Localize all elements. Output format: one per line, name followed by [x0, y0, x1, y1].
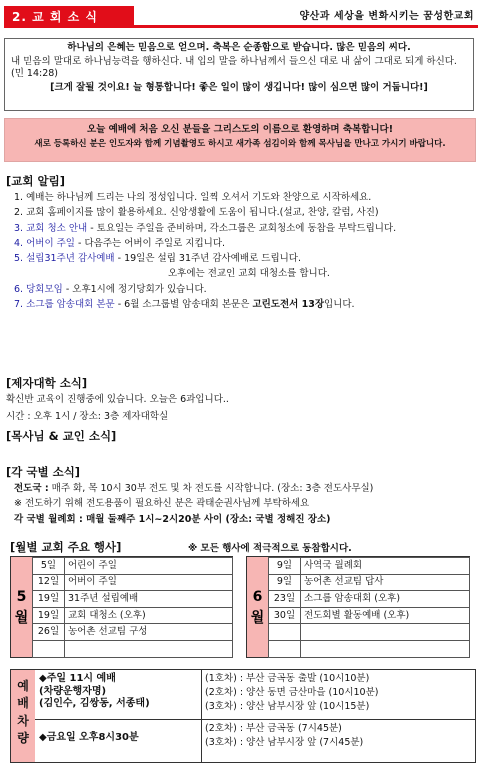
table-row — [33, 558, 233, 575]
notice-item — [6, 192, 476, 207]
table-row — [33, 574, 233, 591]
notice-heading: 5. 설립31주년 감사예배 — [14, 253, 115, 265]
event-day: 9일 — [269, 558, 301, 575]
notice-item — [6, 299, 476, 314]
table-row — [269, 574, 470, 591]
scripture-box — [4, 38, 474, 111]
notice-item-continued — [6, 268, 476, 283]
month-unit: 월 — [250, 610, 265, 626]
route-item: (3호차) : 양산 남부시장 앞 (10시15분) — [205, 701, 370, 712]
welcome-banner — [4, 118, 476, 162]
table-row — [269, 558, 470, 575]
column-divider — [201, 720, 202, 762]
event-day — [269, 624, 301, 641]
event-day: 30일 — [269, 607, 301, 624]
event-day: 19일 — [33, 591, 65, 608]
sunday-routes — [205, 673, 378, 715]
notice-heading: 4. 어버이 주일 — [14, 237, 75, 249]
notice-text: 입니다. — [324, 299, 355, 311]
church-slogan: 양산과 세상을 변화시키는 꿈성한교회 — [299, 11, 474, 22]
table-row — [269, 591, 470, 608]
table-row — [269, 607, 470, 624]
notice-highlight: 고린도전서 13장 — [252, 299, 325, 311]
transport-label-char: 배 — [17, 696, 29, 711]
section-header — [4, 6, 478, 28]
event-name: 농어촌 선교팀 답사 — [301, 574, 470, 591]
table-row — [33, 640, 233, 657]
event-name: 농어촌 선교팀 구성 — [65, 624, 233, 641]
notice-text: - 오후1시에 정기당회가 있습니다. — [62, 283, 207, 295]
table-row — [33, 607, 233, 624]
event-name: 사역국 월례회 — [301, 558, 470, 575]
event-day: 19일 — [33, 607, 65, 624]
route-item: (3호차) : 양산 남부시장 앞 (7시45분) — [205, 737, 364, 748]
event-name — [65, 640, 233, 657]
drivers-label: (차량운행자명) — [39, 685, 107, 697]
pastor-news-title: [목사님 & 교인 소식] — [6, 429, 117, 443]
notice-heading: 7. 소그룹 암송대회 본문 — [14, 299, 115, 311]
department-label: 전도국 : — [14, 483, 49, 494]
notice-text: - 토요일는 주일을 준비하며, 각소그룹은 교회청소에 동참을 부탁드립니다. — [87, 222, 397, 234]
table-row — [33, 624, 233, 641]
friday-routes — [205, 723, 363, 751]
transport-label-char: 예 — [17, 679, 29, 693]
header-rule — [134, 25, 478, 28]
worship-transport — [10, 669, 476, 763]
scripture-line-3: [크게 잘될 것이요! 늘 형통합니다! 좋은 일이 많이 생깁니다! 많이 심으면 많이 거둡니다!] — [50, 81, 428, 93]
column-divider — [201, 670, 202, 719]
drivers-names: (김인수, 김쌍동, 서종태) — [39, 698, 150, 709]
transport-label-char: 차 — [17, 713, 29, 728]
scripture-line-1: 하나님의 은혜는 믿음으로 얻으며. 축복은 순종함으로 받습니다. 많은 믿음의 씨다. — [67, 42, 411, 53]
event-day: 12일 — [33, 574, 65, 591]
event-day — [33, 640, 65, 657]
disciple-line-1: 확신반 교육이 진행중에 있습니다. 오늘은 6과입니다.. — [6, 394, 229, 405]
notice-text: - 다음주는 어버이 주일로 지킵니다. — [75, 237, 226, 249]
table-row — [269, 624, 470, 641]
notice-item — [6, 253, 476, 268]
department-text: 매월 둘째주 1시~2시20분 사이 (장소: 국별 정해진 장소) — [82, 514, 331, 525]
route-item: (1호차) : 부산 금곡동 출발 (10시10분) — [205, 673, 370, 684]
event-day: 23일 — [269, 591, 301, 608]
department-label: 각 국별 월례회 : — [14, 514, 83, 525]
transport-label-char: 량 — [17, 731, 29, 746]
notice-heading: 3. 교회 청소 안내 — [14, 222, 88, 234]
notice-text: 1. 예배는 하나님께 드리는 나의 정성입니다. 일찍 오셔서 기도와 찬양으로 시작하세요. — [14, 192, 372, 203]
sunday-transport-row — [35, 670, 475, 720]
notice-item — [6, 223, 476, 238]
notice-text: - 19일은 설립 31주년 감사예배로 드립니다. — [114, 253, 302, 265]
event-name — [301, 640, 470, 657]
sunday-service-title: ◆주일 11시 예배 — [39, 673, 116, 684]
month-label — [247, 557, 268, 657]
department-news-title: [각 국별 소식] — [6, 465, 81, 479]
event-name: 어버이 주일 — [65, 574, 233, 591]
event-name: 어린이 주일 — [65, 558, 233, 575]
month-label — [11, 557, 32, 657]
notice-text: 2. 교회 홈페이지를 많이 활용하세요. 신앙생활에 도움이 됩니다.(설교, 찬양, 칼럼, 사진) — [14, 207, 379, 219]
evangelism-note: ※ 전도하기 위해 전도용품이 필요하신 분은 곽태순권사님께 부탁하세요 — [14, 498, 310, 509]
month-number: 6 — [252, 589, 263, 605]
notices-list — [6, 192, 476, 314]
evangelism-line — [14, 483, 476, 495]
event-day: 9일 — [269, 574, 301, 591]
may-events — [10, 556, 233, 658]
event-name: 31주년 설립예배 — [65, 591, 233, 608]
welcome-line-2: 새로 등록하신 분은 인도자와 함께 기념촬영도 하시고 새가족 섬김이와 함께 목사님을 만나고 가시기 바랍니다. — [34, 138, 446, 149]
june-events-table — [268, 557, 470, 658]
event-day: 26일 — [33, 624, 65, 641]
event-name: 전도회별 활동예배 (오후) — [301, 607, 470, 624]
month-unit: 월 — [14, 610, 29, 626]
may-events-table — [32, 557, 233, 658]
section-title: 2. 교 회 소 식 — [4, 6, 134, 28]
events-note: ※ 모든 행사에 적극적으로 동참합시다. — [188, 543, 352, 554]
table-row — [269, 640, 470, 657]
event-day — [269, 640, 301, 657]
june-events — [246, 556, 470, 658]
welcome-line-1: 오늘 예배에 처음 오신 분들을 그리스도의 이름으로 환영하며 축복합니다! — [86, 124, 394, 135]
event-name: 교회 대청소 (오후) — [65, 607, 233, 624]
notice-text: 오후에는 전교인 교회 대청소를 합니다. — [168, 268, 330, 280]
notice-text: - 6월 소그룹별 암송대회 본문은 — [114, 299, 253, 311]
notices-title: [교회 알림] — [6, 174, 65, 188]
notice-heading: 6. 당회모임 — [14, 283, 63, 295]
event-name — [301, 624, 470, 641]
sunday-service-info — [39, 673, 189, 711]
route-item: (2호차) : 양산 동면 금산마을 (10시10분) — [205, 687, 379, 698]
department-text: 매주 화, 목 10시 30부 전도 및 차 전도를 시작합니다. (장소: 3층 전도사무실) — [48, 483, 374, 494]
event-day: 5일 — [33, 558, 65, 575]
friday-transport-row — [35, 720, 475, 762]
events-title: [월별 교회 주요 행사] — [10, 540, 122, 554]
notice-item — [6, 284, 476, 299]
table-row — [33, 591, 233, 608]
disciple-title: [제자대학 소식] — [6, 376, 88, 390]
notice-item — [6, 238, 476, 253]
monthly-meeting-line — [14, 514, 476, 526]
notice-item — [6, 207, 476, 222]
friday-service-title: ◆금요일 오후8시30분 — [39, 732, 139, 743]
scripture-line-2: 내 믿음의 말대로 하나님능력을 행하신다. 내 입의 말을 하나님께서 들으신 대로 내 삶이 그대로 되게 하신다.(민 14:28) — [11, 55, 457, 79]
event-name: 소그룹 암송대회 (오후) — [301, 591, 470, 608]
disciple-line-2: 시간 : 오후 1시 / 장소: 3층 제자대학실 — [6, 411, 169, 422]
month-number: 5 — [16, 589, 27, 605]
route-item: (2호차) : 부산 금곡동 (7시45분) — [205, 723, 342, 734]
transport-label — [11, 670, 35, 762]
